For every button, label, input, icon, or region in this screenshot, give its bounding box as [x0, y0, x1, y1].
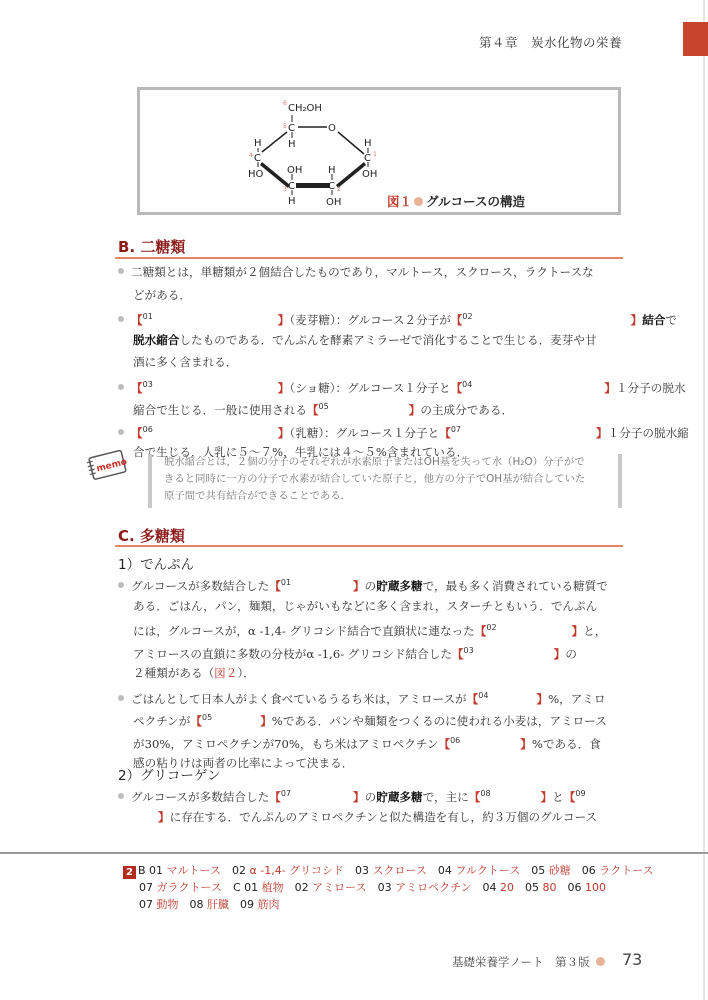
list-item: 【$^{03}$ 】（ショ糖）：グルコース１分子と【$^{04}$ 】１分子の脱水 [118, 374, 623, 397]
bullet-icon [118, 793, 124, 799]
section-b-body: 二糖類とは，単糖類が２個結合したものであり，マルトース，スクロース，ラクトースな どがある． 【$^{01}$ 】（麦芽糖）：グルコース２分子が【$^{02}$ 】結合で 脱水縮合したものである．でんぷんを酵素アミラーゼで消化することで生じる．麦芽や甘 酒に多く含まれる． 【$^{03}$ 】（ショ糖）：グルコース１分子と【$^{04}$ 】１分子の脱水 縮合で生じる．一般に使用される【$^{05}$ 】の主成分である． 【$^{06}$ 】（乳糖）：グルコース１分子と【$^{07}$ 】１分子の脱水縮 合で生じる．人乳に５〜７%，牛乳には４〜５%含まれている． [118, 261, 623, 464]
bullet-icon [118, 268, 124, 274]
atom-c3-oh: OH [287, 165, 303, 176]
bullet-icon [118, 695, 124, 701]
blank-c04[interactable]: 04 [478, 690, 489, 700]
carbon-number-4: 4 [249, 152, 253, 159]
caption-dot [414, 197, 423, 206]
blank-04[interactable]: 04 [462, 379, 473, 389]
svg-text:memo: memo [95, 457, 128, 475]
list-item: グルコースが多数結合した【$^{07}$ 】の貯蔵多糖で，主に【$^{08}$ 】と【$^{09}$ [118, 783, 623, 806]
section-c-heading: C. 多糖類 [118, 527, 185, 545]
blank-03[interactable]: 03 [142, 379, 153, 389]
bullet-icon [118, 384, 124, 390]
blank-06[interactable]: 06 [142, 424, 153, 434]
blank-c05[interactable]: 05 [202, 713, 213, 722]
carbon-number-6: 6 [283, 100, 287, 107]
carbon-number-5: 5 [283, 123, 287, 130]
list-item: グルコースが多数結合した【$^{01}$ 】の貯蔵多糖で，最も多く消費されている糖質で [118, 572, 623, 595]
list-item: ごはんとして日本人がよく食べているうるち米は，アミロースが【$^{04}$ 】%，アミロ [118, 685, 623, 708]
blank-07[interactable]: 07 [450, 424, 461, 434]
section-b-rule [115, 257, 623, 259]
memo-icon [86, 448, 128, 482]
footer-dot [596, 957, 605, 966]
atom-c2-h: H [328, 165, 336, 176]
blank-c08[interactable]: 08 [480, 789, 491, 798]
atom-ch2oh: CH₂OH [288, 103, 322, 114]
bond-o-c1 [338, 132, 364, 154]
atom-c3-h: H [288, 196, 296, 207]
section-b-heading: B. 二糖類 [118, 238, 186, 256]
subheading-glycogen: 2）グリコーゲン [118, 768, 221, 784]
bullet-icon [118, 429, 124, 435]
atom-c4-h: H [254, 138, 262, 149]
answer-badge: 2 [123, 866, 136, 879]
blank-c01[interactable]: 01 [280, 578, 291, 587]
atom-c4: C [254, 153, 261, 164]
section-c-rule [115, 545, 623, 547]
bond-c5-c4 [262, 132, 287, 152]
atom-c5: C [288, 123, 295, 134]
bond-c4-c3 [260, 162, 290, 188]
atom-c2-oh: OH [326, 197, 342, 208]
figure-title: グルコースの構造 [426, 194, 526, 209]
list-item: 二糖類とは，単糖類が２個結合したものであり，マルトース，スクロース，ラクトースな [118, 261, 623, 284]
atom-ring-o: O [328, 123, 336, 134]
atom-c2: C [328, 181, 335, 192]
chapter-tab [683, 22, 708, 56]
blank-c09[interactable]: 09 [575, 789, 586, 798]
bullet-icon [118, 316, 124, 322]
atom-c5-h: H [288, 139, 296, 150]
page-number: 73 [622, 950, 643, 969]
bullet-icon [118, 582, 124, 588]
atom-c1-oh: OH [362, 169, 378, 180]
blank-05[interactable]: 05 [318, 402, 329, 411]
blank-02[interactable]: 02 [462, 312, 473, 321]
section-c-starch-body: グルコースが多数結合した【$^{01}$ 】の貯蔵多糖で，最も多く消費されている糖質で ある．ごはん，パン，麺類，じゃがいもなどに多く含まれ，スターチともいう．でんぷん には，グルコースが，α -1,4- グリコシド結合で直鎖状に連なった【$^{02}$ 】と， アミロースの直鎖に多数の分枝がα -1,6- グリコシド結合した【$^{03}$ 】の ２種類がある（図２）． ごはんとして日本人がよく食べているうるち米は，アミロースが【$^{04}$ 】%，アミロ ペクチンが【$^{05}$ 】%である．パンや麺類をつくるのに使われる小麦は，アミロース が30%，アミロペクチンが70%，もち米はアミロペクチン【$^{06}$ 】%である．食 感の粘りけは両者の比率によって決まる． [118, 572, 623, 775]
blank-c06[interactable]: 06 [450, 735, 461, 745]
figure-number: 図１ [387, 194, 413, 209]
chapter-title: 第４章 炭水化物の栄養 [478, 35, 622, 50]
blank-c03[interactable]: 03 [463, 645, 474, 655]
blank-01[interactable]: 01 [142, 312, 153, 321]
answers-divider [0, 852, 708, 854]
figure-2-reference[interactable]: 図２ [214, 666, 238, 680]
atom-c1: C [364, 153, 371, 164]
answer-key: 2 B 01 マルトース 02 α -1,4- グリコシド 03 スクロース 04 フルクトース 05 砂糖 06 ラクトース 07 ガラクトース C 01 植物 02 アミロース 03 アミロペクチン 04 20 05 80 06 100 07 動物 08 肝臓 09 筋肉 [123, 862, 623, 913]
figure-1-caption [387, 192, 525, 210]
page-edge [703, 0, 705, 1000]
list-item: 【$^{06}$ 】（乳糖）：グルコース１分子と【$^{07}$ 】１分子の脱水縮 [118, 419, 623, 442]
carbon-number-3: 3 [283, 186, 287, 193]
carbon-number-2: 2 [337, 186, 341, 193]
footer-book-title: 基礎栄養学ノート 第３版 [452, 954, 608, 970]
atom-c1-h: H [364, 138, 372, 149]
blank-c02[interactable]: 02 [486, 623, 497, 632]
subheading-starch: 1）でんぷん [118, 557, 195, 573]
carbon-number-1: 1 [373, 151, 377, 158]
list-item: 【$^{01}$ 】（麦芽糖）：グルコース２分子が【$^{02}$ 】結合で [118, 306, 623, 329]
bond-c3-c2 [296, 183, 330, 188]
glucose-structure-diagram [240, 94, 390, 210]
atom-c4-oh: HO [248, 169, 264, 180]
atom-c3: C [288, 181, 295, 192]
section-c-glycogen-body: グルコースが多数結合した【$^{07}$ 】の貯蔵多糖で，主に【$^{08}$ 】と【$^{09}$ 】に存在する．でんぷんのアミロペクチンと似た構造を有し，約３万個のグルコース [118, 783, 623, 828]
memo-note: 脱水縮合とは，２個の分子のそれぞれが水素原子またはOH基を失って水（H₂O）分子がで きると同時に一方の分子で水素が結合していた原子と，他方の分子でOH基が結合していた 原子間で共有結合ができることである． [148, 454, 622, 508]
blank-c07[interactable]: 07 [280, 789, 291, 798]
